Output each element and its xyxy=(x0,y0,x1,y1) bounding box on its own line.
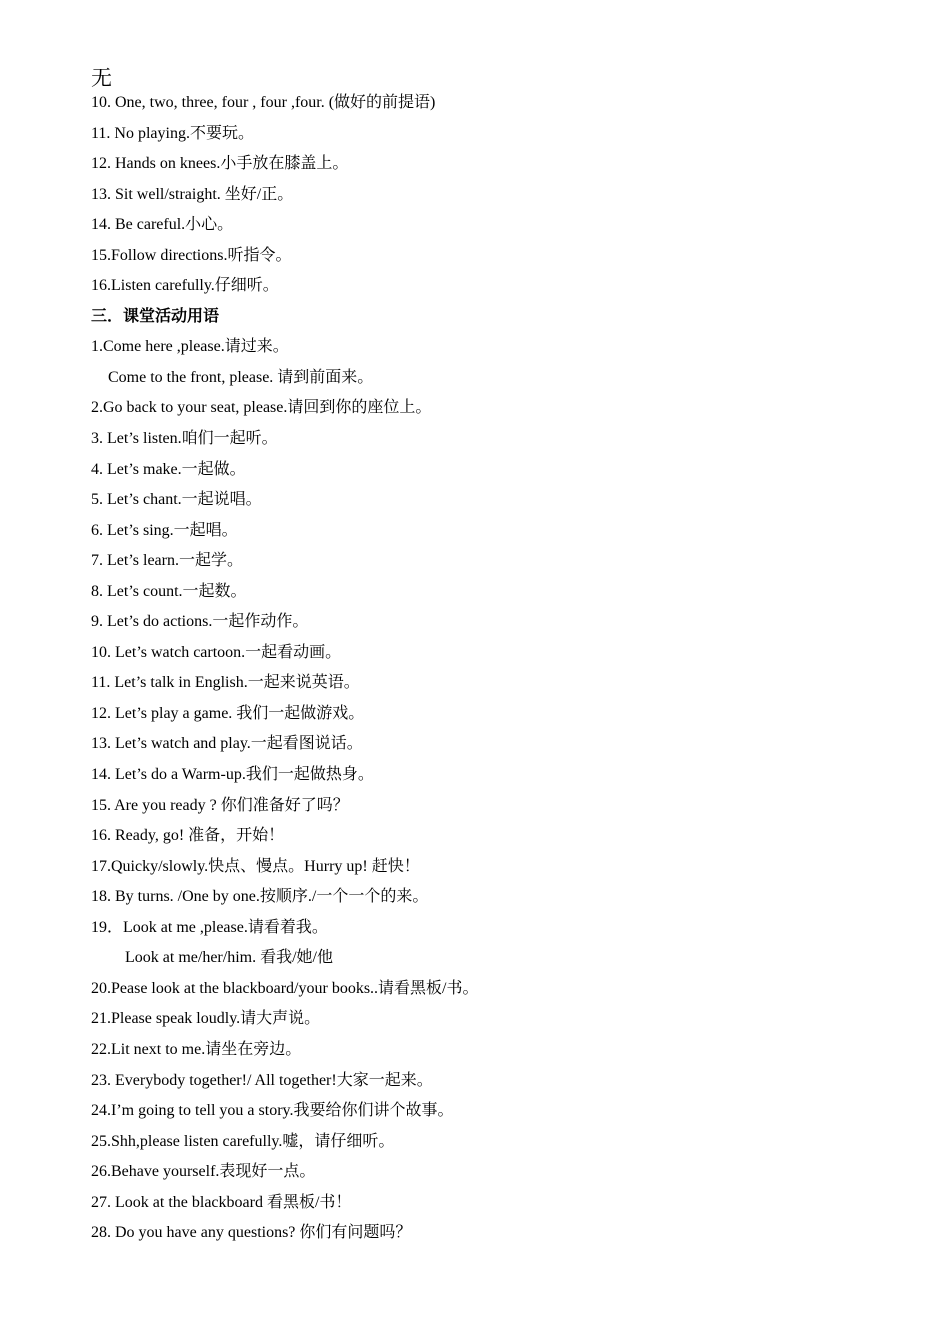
list-item: 25.Shh,please listen carefully.嘘，请仔细听。 xyxy=(91,1132,395,1150)
list-item: 13. Sit well/straight. 坐好/正。 xyxy=(91,185,294,203)
list-item: 12. Hands on knees.小手放在膝盖上。 xyxy=(91,155,349,173)
list-item: 18. By turns. /One by one.按顺序./一个一个的来。 xyxy=(91,888,429,906)
list-item: 12. Let’s play a game. 我们一起做游戏。 xyxy=(91,704,365,722)
phrase-list xyxy=(91,91,911,1252)
list-item: 11. No playing.不要玩。 xyxy=(91,124,254,142)
list-item: 8. Let’s count.一起数。 xyxy=(91,582,247,600)
list-item: 16. Ready, go! 准备，开始！ xyxy=(91,827,285,845)
list-item: 14. Let’s do a Warm-up.我们一起做热身。 xyxy=(91,766,374,784)
list-item: Look at me/her/him. 看我/她/他 xyxy=(125,949,333,967)
list-item: 15.Follow directions.听指令。 xyxy=(91,246,292,264)
list-item: 14. Be careful.小心。 xyxy=(91,216,234,234)
list-item: 1.Come here ,please.请过来。 xyxy=(91,338,289,356)
list-item: 15. Are you ready ? 你们准备好了吗？ xyxy=(91,796,349,814)
list-item: 2.Go back to your seat, please.请回到你的座位上。 xyxy=(91,399,432,417)
list-item: 20.Pease look at the blackboard/your books..请看黑板/书。 xyxy=(91,979,479,997)
list-item: 4. Let’s make.一起做。 xyxy=(91,460,246,478)
list-item: 16.Listen carefully.仔细听。 xyxy=(91,277,279,295)
list-item: 6. Let’s sing.一起唱。 xyxy=(91,521,238,539)
list-item: 17.Quicky/slowly.快点、慢点。Hurry up! 赶快！ xyxy=(91,857,420,875)
list-item: 13. Let’s watch and play.一起看图说话。 xyxy=(91,735,363,753)
list-item: 19．Look at me ,please.请看着我。 xyxy=(91,918,328,936)
list-item: 24.I’m going to tell you a story.我要给你们讲个故事。 xyxy=(91,1102,454,1120)
list-item: 3. Let’s listen.咱们一起听。 xyxy=(91,430,278,448)
list-item: 11. Let’s talk in English.一起来说英语。 xyxy=(91,674,360,692)
list-item: 28. Do you have any questions? 你们有问题吗？ xyxy=(91,1224,412,1242)
list-item: 27. Look at the blackboard 看黑板/书！ xyxy=(91,1193,352,1211)
list-item: 5. Let’s chant.一起说唱。 xyxy=(91,491,262,509)
list-item: Come to the front, please. 请到前面来。 xyxy=(108,368,374,386)
list-item: 22.Lit next to me.请坐在旁边。 xyxy=(91,1040,302,1058)
header-mark: 无 xyxy=(91,66,112,90)
list-item: 10. One, two, three, four , four ,four. (做好的前提语) xyxy=(91,94,436,111)
list-item: 7. Let’s learn.一起学。 xyxy=(91,552,243,570)
list-item: 10. Let’s watch cartoon.一起看动画。 xyxy=(91,643,342,661)
list-item: 23. Everybody together!/ All together!大家一起来。 xyxy=(91,1071,433,1089)
list-item: 9. Let’s do actions.一起作动作。 xyxy=(91,613,309,631)
section-heading: 三．课堂活动用语 xyxy=(91,307,220,325)
list-item: 26.Behave yourself.表现好一点。 xyxy=(91,1163,316,1181)
list-item: 21.Please speak loudly.请大声说。 xyxy=(91,1010,321,1028)
